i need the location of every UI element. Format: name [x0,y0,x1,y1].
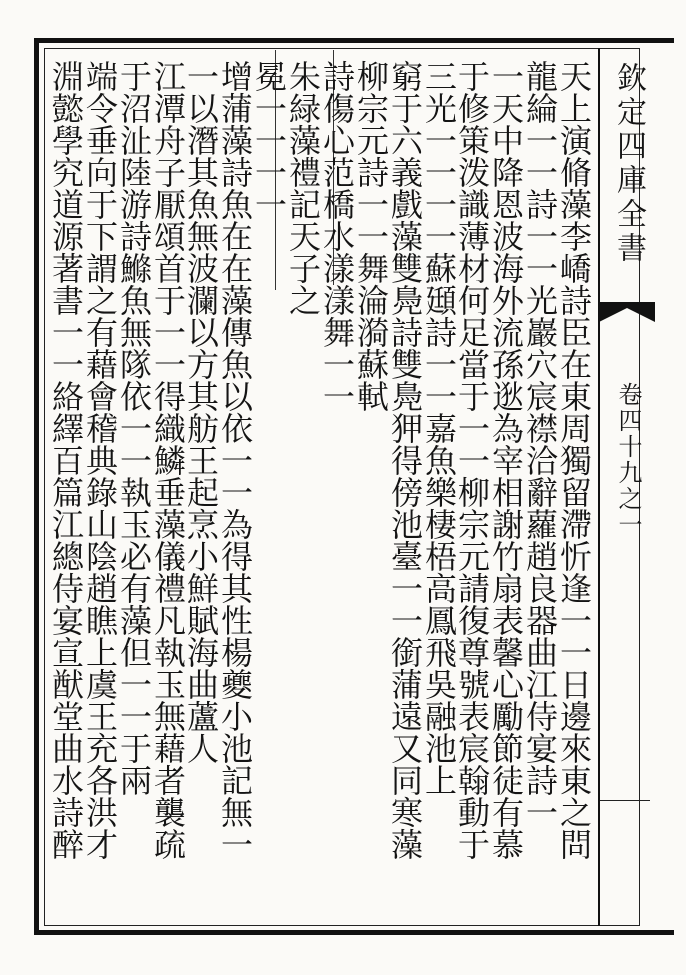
text-column-11: 增蒲藻詩魚在在藻傳魚以依一一為得其性楊夔小池記無一 [216,60,254,860]
fishtail-mark-icon [597,300,657,324]
banxin-rule [600,800,650,801]
text-column-13: 江潭舟子厭頌首于一一得織鱗垂藻儀禮凡執玉無藉者襲疏 [149,60,187,860]
text-column-6: 窮于六義戲藻雙鳧詩雙鳧狎得傍池臺一一銜蒲遠又同寒藻 [386,60,424,860]
text-column-9: 朱緑藻禮記天子之 [284,60,322,316]
text-column-12: 一以潛其魚無波瀾以方其舫王起烹小鮮賦海曲蘆人 [182,60,220,764]
text-column-3: 一天中降恩波海外流孫逖為宰相謝竹扇表馨心勵節徒有慕 [487,60,525,860]
text-column-15: 端令垂向于下謂之有藉會稽典錄山陰趙瞧上虞王充各洪才 [81,60,119,860]
banxin-book-title: 欽定四庫全書 [611,62,646,266]
text-column-4: 于修䇿泼識薄材何足當于一一柳宗元請復尊號表宸翰動于 [453,60,491,860]
text-column-2: 龍綸一一詩一一光巖穴宸襟洽辭蘿趙良器曲江侍宴詩一 [521,60,559,828]
text-column-10: 冕一一一一 [250,60,288,220]
text-column-5: 三光一一一一蘇頲詩一一嘉魚樂棲梧高鳳飛吳融池上 [420,60,458,796]
banxin-border-left [598,48,600,926]
text-column-8: 詩傷心范橋水漾漾舞一一 [318,60,356,412]
banxin-volume: 卷四十九之一 [614,382,642,538]
text-column-16: 淵懿學究道源著書一一絡繹百篇江總侍宴宣猷堂曲水詩醉 [47,60,85,860]
text-column-1: 天上演脩藻李嶠詩臣在東周獨留滯忻逢一一日邊來東之問 [555,60,593,860]
text-column-7: 柳宗元詩一一舞淪漪蘇軾 [352,60,390,412]
text-column-14: 于沼沚陸游詩鰷魚無隊依一一執玉必有藻但一一于兩 [115,60,153,796]
